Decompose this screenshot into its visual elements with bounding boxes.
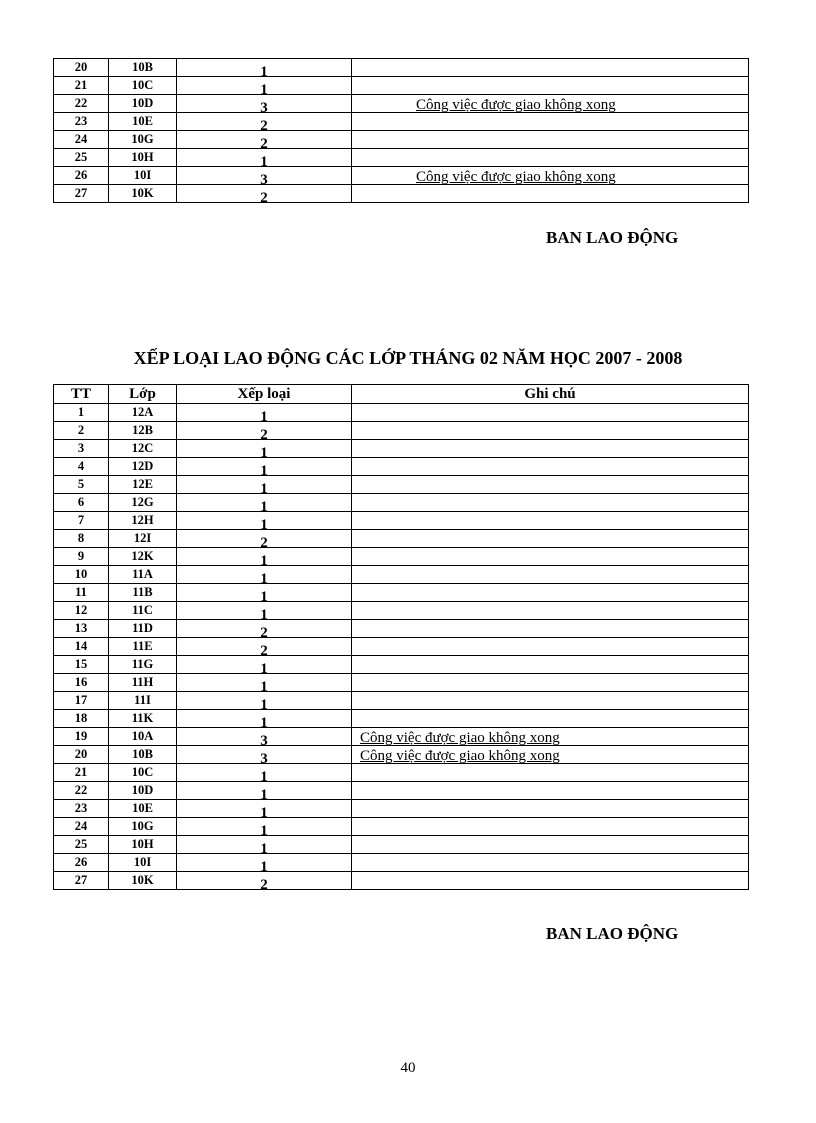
table-row <box>54 512 749 530</box>
row-rank <box>177 149 352 167</box>
row-number <box>54 854 109 872</box>
row-rank <box>177 113 352 131</box>
table-row <box>54 113 749 131</box>
row-number <box>54 602 109 620</box>
row-class <box>109 764 177 782</box>
row-class-text: 12D <box>131 459 154 473</box>
row-rank-text: 1 <box>260 607 268 620</box>
row-class-text: 10D <box>131 96 154 110</box>
row-note <box>352 149 749 167</box>
row-number-text: 26 <box>74 855 88 869</box>
row-number-text: 24 <box>74 819 88 833</box>
row-rank <box>177 710 352 728</box>
column-header-class: Lớp <box>109 385 177 404</box>
row-number-text: 9 <box>77 549 85 563</box>
row-rank-text: 1 <box>260 463 268 476</box>
row-rank <box>177 728 352 746</box>
table-body <box>54 404 749 890</box>
row-rank-text: 1 <box>260 154 268 167</box>
row-rank-text: 2 <box>260 643 268 656</box>
row-number-text: 1 <box>77 405 85 419</box>
row-number <box>54 95 109 113</box>
row-number-text: 18 <box>74 711 88 725</box>
row-number-text: 5 <box>77 477 85 491</box>
row-note <box>352 602 749 620</box>
row-class-text: 11K <box>131 711 154 725</box>
row-number <box>54 566 109 584</box>
row-number-text: 14 <box>74 639 88 653</box>
row-number <box>54 674 109 692</box>
row-note <box>352 494 749 512</box>
row-note <box>352 638 749 656</box>
row-number-text: 6 <box>77 495 85 509</box>
row-rank <box>177 854 352 872</box>
row-class-text: 11A <box>132 567 153 581</box>
row-note <box>352 95 749 113</box>
row-note <box>352 656 749 674</box>
table-row <box>54 404 749 422</box>
row-class-text: 10B <box>132 747 153 761</box>
row-number-text: 24 <box>74 132 88 146</box>
row-number-text: 12 <box>74 603 88 617</box>
row-class-text: 11E <box>132 639 153 653</box>
row-number-text: 15 <box>74 657 88 671</box>
row-number-text: 4 <box>77 459 85 473</box>
table-row <box>54 95 749 113</box>
row-rank-text: 3 <box>260 733 268 746</box>
row-rank <box>177 548 352 566</box>
table-body <box>54 59 749 203</box>
row-class <box>109 440 177 458</box>
row-class-text: 11H <box>131 675 154 689</box>
row-class <box>109 728 177 746</box>
row-note <box>352 530 749 548</box>
row-number <box>54 746 109 764</box>
row-rank <box>177 584 352 602</box>
row-note <box>352 584 749 602</box>
row-rank <box>177 185 352 203</box>
row-class-text: 11C <box>132 603 153 617</box>
column-header-note: Ghi chú <box>352 385 749 404</box>
row-number <box>54 728 109 746</box>
row-note <box>352 710 749 728</box>
row-class-text: 10K <box>131 873 154 887</box>
row-rank-text: 1 <box>260 715 268 728</box>
row-rank-text: 1 <box>260 679 268 692</box>
table-row <box>54 764 749 782</box>
page-number: 40 <box>400 1060 416 1076</box>
row-note <box>352 185 749 203</box>
row-number-text: 23 <box>74 801 88 815</box>
table-row <box>54 854 749 872</box>
table-row <box>54 77 749 95</box>
row-class <box>109 620 177 638</box>
row-note <box>352 800 749 818</box>
row-number <box>54 548 109 566</box>
row-rank-text: 3 <box>260 100 268 113</box>
row-class <box>109 530 177 548</box>
row-rank-text: 2 <box>260 877 268 890</box>
row-class <box>109 512 177 530</box>
row-class-text: 10B <box>132 60 153 74</box>
row-rank <box>177 872 352 890</box>
row-number-text: 20 <box>74 747 88 761</box>
row-rank <box>177 656 352 674</box>
row-class-text: 10C <box>131 78 154 92</box>
row-number-text: 21 <box>74 765 88 779</box>
row-note <box>352 872 749 890</box>
row-number <box>54 656 109 674</box>
row-class <box>109 566 177 584</box>
row-rank <box>177 692 352 710</box>
row-class-text: 12H <box>131 513 154 527</box>
row-rank <box>177 512 352 530</box>
table-row <box>54 602 749 620</box>
row-class <box>109 494 177 512</box>
table-row <box>54 818 749 836</box>
row-number-text: 11 <box>75 585 87 599</box>
row-class-text: 12G <box>131 495 154 509</box>
row-number <box>54 149 109 167</box>
row-rank <box>177 95 352 113</box>
row-rank-text: 1 <box>260 499 268 512</box>
row-number <box>54 710 109 728</box>
row-class-text: 10A <box>131 729 154 743</box>
row-number-text: 7 <box>77 513 85 527</box>
row-rank <box>177 746 352 764</box>
row-note <box>352 566 749 584</box>
row-rank-text: 1 <box>260 589 268 602</box>
row-rank <box>177 404 352 422</box>
table-row <box>54 131 749 149</box>
table-row <box>54 692 749 710</box>
row-class <box>109 548 177 566</box>
row-note-text: Công việc được giao không xong <box>360 730 560 746</box>
table-row <box>54 548 749 566</box>
row-number <box>54 458 109 476</box>
row-number-text: 19 <box>74 729 88 743</box>
row-rank <box>177 638 352 656</box>
row-class-text: 12E <box>132 477 153 491</box>
table-row <box>54 836 749 854</box>
row-rank-text: 1 <box>260 409 268 422</box>
table-row <box>54 674 749 692</box>
row-rank <box>177 422 352 440</box>
row-rank <box>177 800 352 818</box>
row-note <box>352 131 749 149</box>
row-note <box>352 512 749 530</box>
row-note <box>352 476 749 494</box>
row-rank-text: 1 <box>260 769 268 782</box>
row-class <box>109 404 177 422</box>
row-number <box>54 872 109 890</box>
row-class <box>109 836 177 854</box>
table-row <box>54 422 749 440</box>
row-rank-text: 2 <box>260 118 268 131</box>
row-note <box>352 674 749 692</box>
row-number-text: 3 <box>77 441 85 455</box>
table-row <box>54 59 749 77</box>
row-rank <box>177 818 352 836</box>
row-class-text: 10I <box>133 168 152 182</box>
row-class-text: 10K <box>131 186 154 200</box>
row-number <box>54 512 109 530</box>
row-note <box>352 422 749 440</box>
row-rank <box>177 620 352 638</box>
row-number-text: 25 <box>74 150 88 164</box>
table-row <box>54 440 749 458</box>
row-number-text: 27 <box>74 873 88 887</box>
table-row <box>54 476 749 494</box>
row-rank <box>177 674 352 692</box>
row-rank-text: 2 <box>260 535 268 548</box>
row-class <box>109 476 177 494</box>
row-number <box>54 422 109 440</box>
row-rank <box>177 764 352 782</box>
row-note <box>352 548 749 566</box>
row-note-text: Công việc được giao không xong <box>360 748 560 764</box>
row-class-text: 12C <box>131 441 154 455</box>
row-class-text: 11B <box>132 585 153 599</box>
row-class <box>109 854 177 872</box>
row-rank-text: 1 <box>260 805 268 818</box>
row-number <box>54 836 109 854</box>
row-rank-text: 3 <box>260 172 268 185</box>
row-rank <box>177 440 352 458</box>
row-rank <box>177 566 352 584</box>
row-class-text: 10D <box>131 783 154 797</box>
row-note <box>352 404 749 422</box>
row-rank <box>177 167 352 185</box>
table-row <box>54 800 749 818</box>
row-class-text: 10I <box>133 855 152 869</box>
row-class-text: 10H <box>131 837 154 851</box>
row-rank-text: 1 <box>260 859 268 872</box>
row-note <box>352 59 749 77</box>
row-rank-text: 1 <box>260 697 268 710</box>
row-class-text: 10E <box>132 801 153 815</box>
row-note <box>352 113 749 131</box>
row-note <box>352 458 749 476</box>
row-number <box>54 638 109 656</box>
page-title: XẾP LOẠI LAO ĐỘNG CÁC LỚP THÁNG 02 NĂM HỌC 2007 - 2008 <box>133 348 683 368</box>
row-rank-text: 1 <box>260 553 268 566</box>
row-rank-text: 1 <box>260 517 268 530</box>
row-class <box>109 113 177 131</box>
row-number <box>54 440 109 458</box>
table-row <box>54 584 749 602</box>
row-note <box>352 77 749 95</box>
row-number <box>54 404 109 422</box>
table-row <box>54 782 749 800</box>
row-class-text: 11D <box>132 621 153 635</box>
table-header <box>54 385 749 404</box>
row-rank-text: 1 <box>260 787 268 800</box>
row-rank-text: 2 <box>260 427 268 440</box>
row-rank-text: 1 <box>260 64 268 77</box>
row-number <box>54 530 109 548</box>
row-class <box>109 746 177 764</box>
row-class <box>109 149 177 167</box>
column-header-tt: TT <box>54 385 109 404</box>
column-header-rank: Xếp loại <box>177 385 352 404</box>
row-class <box>109 818 177 836</box>
row-class-text: 12K <box>131 549 154 563</box>
row-number-text: 20 <box>74 60 88 74</box>
row-rank <box>177 59 352 77</box>
row-rank-text: 1 <box>260 481 268 494</box>
table-row <box>54 710 749 728</box>
row-note <box>352 836 749 854</box>
row-rank <box>177 530 352 548</box>
row-number-text: 8 <box>77 531 85 545</box>
row-class-text: 10E <box>132 114 153 128</box>
row-note <box>352 440 749 458</box>
table-row <box>54 530 749 548</box>
row-class-text: 10C <box>131 765 154 779</box>
row-number <box>54 764 109 782</box>
row-class <box>109 59 177 77</box>
row-rank-text: 2 <box>260 190 268 203</box>
row-class <box>109 800 177 818</box>
row-class-text: 10H <box>131 150 154 164</box>
row-class <box>109 782 177 800</box>
row-note <box>352 692 749 710</box>
row-number-text: 17 <box>74 693 88 707</box>
row-number <box>54 77 109 95</box>
row-number <box>54 59 109 77</box>
signature-label: BAN LAO ĐỘNG <box>546 228 679 247</box>
header-row <box>54 385 749 404</box>
row-rank-text: 1 <box>260 571 268 584</box>
row-class-text: 11G <box>131 657 154 671</box>
row-class-text: 10G <box>131 132 154 146</box>
table-row <box>54 458 749 476</box>
row-class-text: 11I <box>134 693 151 707</box>
row-note <box>352 764 749 782</box>
row-number <box>54 494 109 512</box>
row-number-text: 26 <box>74 168 88 182</box>
row-note <box>352 782 749 800</box>
row-class <box>109 674 177 692</box>
row-number <box>54 818 109 836</box>
row-number-text: 21 <box>74 78 88 92</box>
row-class <box>109 458 177 476</box>
row-note-text: Công việc được giao không xong <box>416 169 616 185</box>
row-note-text: Công việc được giao không xong <box>416 97 616 113</box>
row-note <box>352 818 749 836</box>
table-row <box>54 656 749 674</box>
row-number <box>54 476 109 494</box>
table-row <box>54 167 749 185</box>
row-number-text: 27 <box>74 186 88 200</box>
ranking-table-continued <box>53 58 749 203</box>
row-rank-text: 1 <box>260 823 268 836</box>
row-note <box>352 620 749 638</box>
row-rank <box>177 782 352 800</box>
row-number <box>54 113 109 131</box>
row-note <box>352 746 749 764</box>
row-note <box>352 854 749 872</box>
row-rank-text: 3 <box>260 751 268 764</box>
row-class-text: 12A <box>131 405 154 419</box>
table-row <box>54 494 749 512</box>
table-row <box>54 185 749 203</box>
row-rank-text: 1 <box>260 445 268 458</box>
row-class <box>109 422 177 440</box>
row-rank <box>177 836 352 854</box>
row-rank <box>177 494 352 512</box>
row-number-text: 10 <box>74 567 88 581</box>
row-rank-text: 1 <box>260 841 268 854</box>
table-row <box>54 872 749 890</box>
row-number-text: 22 <box>74 783 88 797</box>
row-class <box>109 131 177 149</box>
row-class <box>109 710 177 728</box>
row-rank <box>177 458 352 476</box>
row-class <box>109 185 177 203</box>
row-number-text: 16 <box>74 675 88 689</box>
row-number <box>54 692 109 710</box>
row-note <box>352 728 749 746</box>
table-row <box>54 728 749 746</box>
row-class-text: 12I <box>133 531 152 545</box>
row-class <box>109 77 177 95</box>
row-rank-text: 2 <box>260 625 268 638</box>
row-number <box>54 131 109 149</box>
row-number <box>54 620 109 638</box>
ranking-table <box>53 384 749 890</box>
row-class <box>109 95 177 113</box>
table-row <box>54 149 749 167</box>
row-rank-text: 1 <box>260 82 268 95</box>
row-class <box>109 872 177 890</box>
table-row <box>54 638 749 656</box>
row-note <box>352 167 749 185</box>
row-class <box>109 584 177 602</box>
row-rank <box>177 476 352 494</box>
row-rank <box>177 602 352 620</box>
row-number-text: 23 <box>74 114 88 128</box>
row-number <box>54 584 109 602</box>
row-class <box>109 656 177 674</box>
row-number-text: 13 <box>74 621 88 635</box>
row-class <box>109 167 177 185</box>
table-row <box>54 620 749 638</box>
row-number-text: 22 <box>74 96 88 110</box>
signature-label: BAN LAO ĐỘNG <box>546 924 679 943</box>
table-row <box>54 746 749 764</box>
row-rank-text: 2 <box>260 136 268 149</box>
table-row <box>54 566 749 584</box>
row-number-text: 2 <box>77 423 85 437</box>
row-class <box>109 638 177 656</box>
row-rank <box>177 131 352 149</box>
row-number <box>54 167 109 185</box>
row-rank-text: 1 <box>260 661 268 674</box>
row-class-text: 12B <box>132 423 153 437</box>
row-class-text: 10G <box>131 819 154 833</box>
row-rank <box>177 77 352 95</box>
row-number <box>54 185 109 203</box>
row-number-text: 25 <box>74 837 88 851</box>
row-number <box>54 782 109 800</box>
row-number <box>54 800 109 818</box>
row-class <box>109 692 177 710</box>
row-class <box>109 602 177 620</box>
